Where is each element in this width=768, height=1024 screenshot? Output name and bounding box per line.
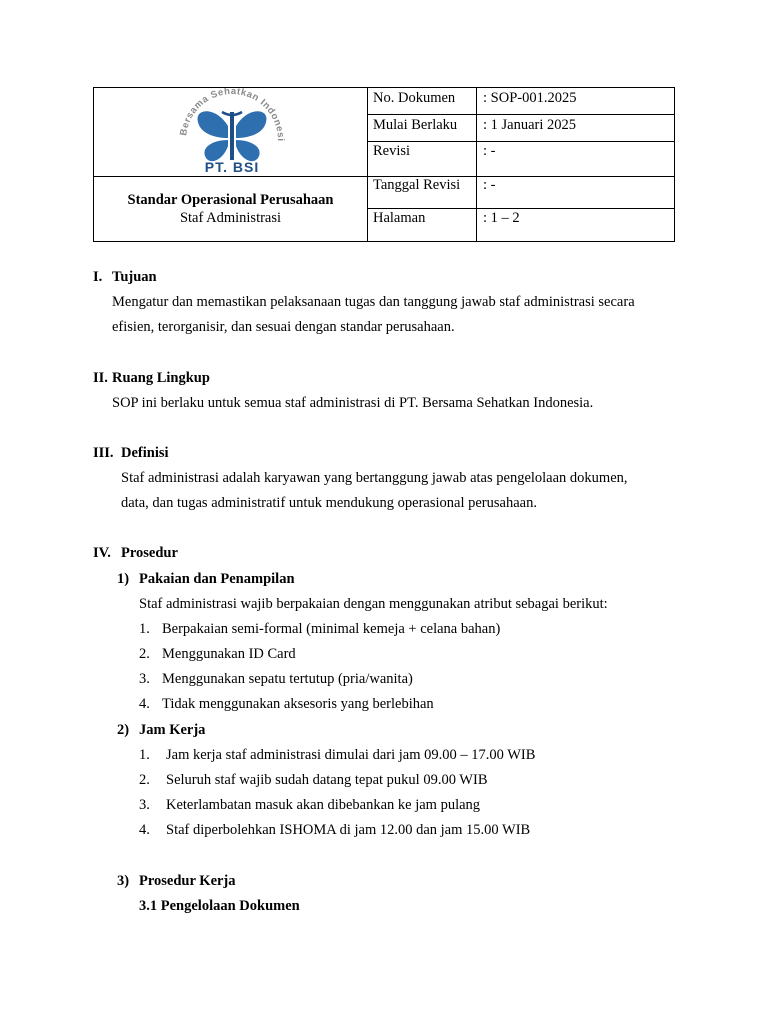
logo-company-text: PT. BSI [204,159,260,175]
section-number: IV. [93,545,111,561]
label-halaman: Halaman [373,210,426,226]
paragraph-line: efisien, terorganisir, dan sesuai dengan standar perusahaan. [112,319,455,335]
list-item: Jam kerja staf administrasi dimulai dari jam 09.00 – 17.00 WIB [166,747,536,763]
logo-body [230,112,234,160]
company-logo [94,88,367,176]
value-mulai-berlaku: : 1 Januari 2025 [483,117,577,133]
subsection-number: 3) [117,873,130,889]
section-number: III. [93,445,114,461]
subsection-number: 2) [117,722,130,738]
section-number: II. [93,370,108,386]
divider [367,88,368,241]
value-revisi: : - [483,143,496,159]
value-tanggal-revisi: : - [483,177,496,193]
list-number: 3. [139,797,150,813]
list-item: Staf diperbolehkan ISHOMA di jam 12.00 dan jam 15.00 WIB [166,822,531,838]
subsection-title-prosedur-kerja: Prosedur Kerja [139,873,236,889]
paragraph-line: SOP ini berlaku untuk semua staf administrasi di PT. Bersama Sehatkan Indonesia. [112,395,594,411]
list-item: Berpakaian semi-formal (minimal kemeja + celana bahan) [162,621,501,637]
logo-graphic [94,88,367,176]
section-title-definisi: Definisi [121,445,169,461]
divider [367,141,674,142]
label-revisi: Revisi [373,143,411,159]
list-item: Menggunakan ID Card [162,646,296,662]
list-item: Menggunakan sepatu tertutup (pria/wanita) [162,671,413,687]
paragraph-line: Staf administrasi wajib berpakaian dengan menggunakan atribut sebagai berikut: [139,596,608,612]
wing-shape [198,111,228,138]
list-item: Tidak menggunakan aksesoris yang berlebihan [162,696,434,712]
subsection-number: 1) [117,571,130,587]
value-no-dokumen: : SOP-001.2025 [483,90,577,106]
list-item: Seluruh staf wajib sudah datang tepat pukul 09.00 WIB [166,772,488,788]
list-number: 2. [139,646,150,662]
logo-arc-text: Bersama Sehatkan Indonesi [178,88,287,142]
subsection-title-jam-kerja: Jam Kerja [139,722,206,738]
list-number: 1. [139,747,150,763]
divider [476,88,477,241]
list-item: Keterlambatan masuk akan dibebankan ke jam pulang [166,797,481,813]
label-no-dokumen: No. Dokumen [373,90,456,106]
wing-shape [236,111,266,138]
section-title-prosedur: Prosedur [121,545,178,561]
section-title-ruang-lingkup: Ruang Lingkup [112,370,210,386]
document-subtitle: Staf Administrasi [179,210,282,226]
list-number: 2. [139,772,150,788]
subsection-title-pakaian: Pakaian dan Penampilan [139,571,295,587]
paragraph-line: data, dan tugas administratif untuk mendukung operasional perusahaan. [121,495,537,511]
label-tanggal-revisi: Tanggal Revisi [373,177,461,193]
list-number: 3. [139,671,150,687]
header-table [93,87,675,242]
section-title-tujuan: Tujuan [112,269,157,285]
paragraph-line: Mengatur dan memastikan pelaksanaan tugas dan tanggung jawab staf administrasi secara [112,294,635,310]
list-number: 1. [139,621,150,637]
list-number: 4. [139,696,150,712]
paragraph-line: Staf administrasi adalah karyawan yang bertanggung jawab atas pengelolaan dokumen, [121,470,628,486]
divider [367,114,674,115]
label-mulai-berlaku: Mulai Berlaku [373,117,458,133]
document-title-cell [94,176,367,242]
section-number: I. [93,269,103,285]
value-halaman: : 1 – 2 [483,210,520,226]
document-title: Standar Operasional Perusahaan [127,192,334,208]
subsection-heading-pengelolaan-dokumen: 3.1 Pengelolaan Dokumen [139,898,300,914]
list-number: 4. [139,822,150,838]
